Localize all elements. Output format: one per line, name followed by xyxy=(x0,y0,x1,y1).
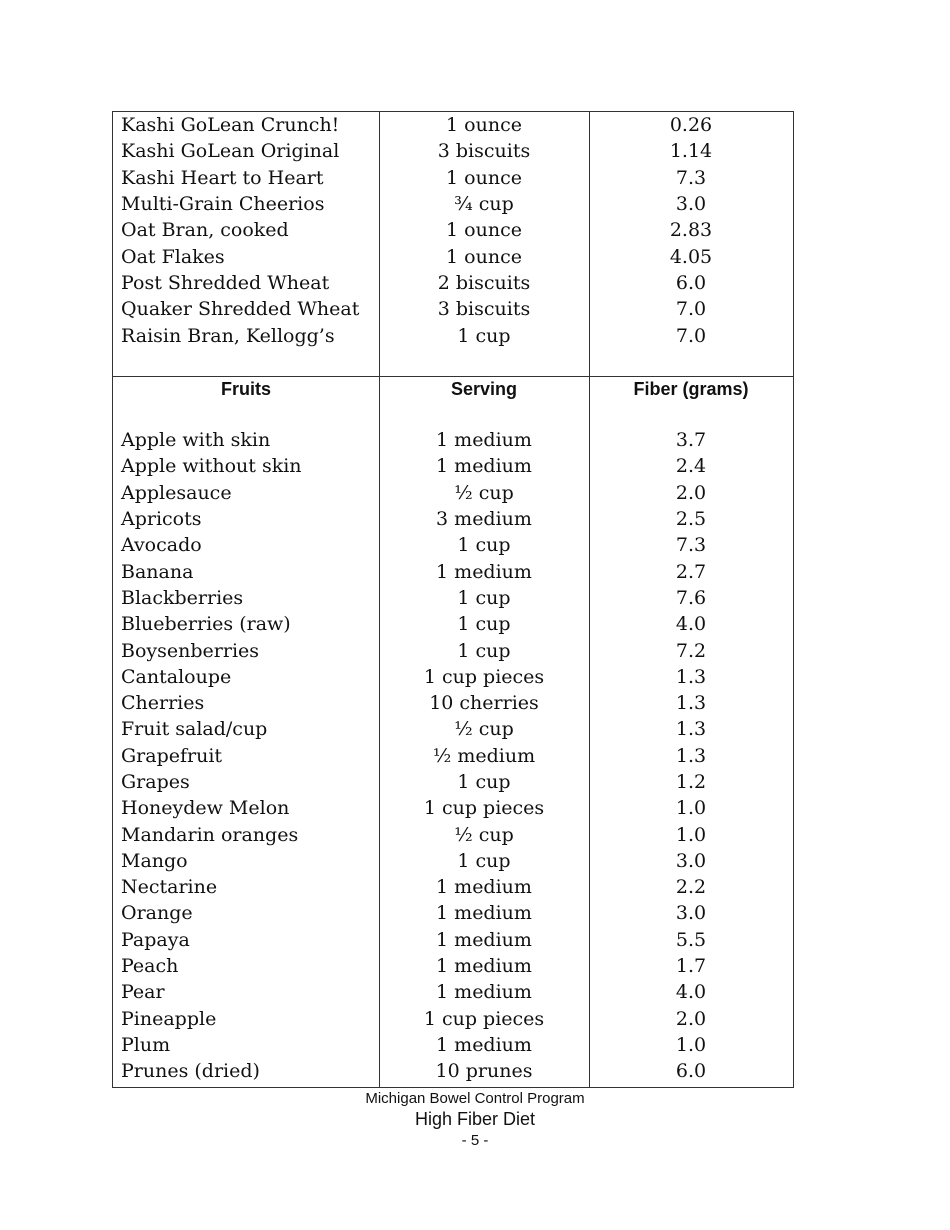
food-cell: Cantaloupe xyxy=(121,665,232,688)
page-number: - 5 - xyxy=(461,1132,489,1149)
food-cell: Raisin Bran, Kellogg’s xyxy=(121,324,335,347)
header-fiber: Fiber (grams) xyxy=(633,378,749,399)
fiber-cell: 7.6 xyxy=(675,586,707,609)
food-cell: Pear xyxy=(121,981,165,1004)
serving-cell: 1 medium xyxy=(436,1033,532,1056)
fiber-cell: 6.0 xyxy=(675,271,707,294)
serving-cell: ½ cup xyxy=(454,481,514,504)
fiber-cell: 3.0 xyxy=(675,849,707,872)
food-cell: Oat Flakes xyxy=(121,245,225,268)
food-cell: Quaker Shredded Wheat xyxy=(121,298,360,321)
table-row xyxy=(113,848,793,874)
food-cell: Pineapple xyxy=(121,1007,217,1030)
table-row xyxy=(113,1032,793,1058)
column-divider xyxy=(589,112,590,376)
serving-cell: 2 biscuits xyxy=(437,271,531,294)
fiber-cell: 1.0 xyxy=(675,823,707,846)
food-cell: Peach xyxy=(121,955,179,978)
fiber-cell: 4.05 xyxy=(669,245,713,268)
serving-cell: 3 biscuits xyxy=(437,298,531,321)
fiber-cell: 4.0 xyxy=(675,613,707,636)
fruits-header-row xyxy=(113,377,793,401)
fiber-cell: 2.5 xyxy=(675,508,707,531)
serving-cell: 1 cup pieces xyxy=(423,665,545,688)
table-row xyxy=(113,1006,793,1032)
table-row xyxy=(113,138,793,164)
fiber-cell: 7.0 xyxy=(675,324,707,347)
serving-cell: 1 medium xyxy=(436,928,532,951)
table-row xyxy=(113,453,793,479)
serving-cell: 3 biscuits xyxy=(437,140,531,163)
table-row xyxy=(113,191,793,217)
table-row xyxy=(113,690,793,716)
food-cell: Apple without skin xyxy=(121,455,302,478)
serving-cell: ¾ cup xyxy=(454,193,514,216)
fiber-cell: 1.3 xyxy=(675,665,707,688)
food-cell: Apricots xyxy=(121,508,202,531)
food-cell: Fruit salad/cup xyxy=(121,718,268,741)
table-row xyxy=(113,532,793,558)
table-row xyxy=(113,217,793,243)
serving-cell: 10 prunes xyxy=(435,1060,533,1083)
table-row xyxy=(113,611,793,637)
serving-cell: 1 medium xyxy=(436,955,532,978)
fruit-rows xyxy=(113,427,793,1084)
serving-cell: 1 cup pieces xyxy=(423,1007,545,1030)
food-cell: Post Shredded Wheat xyxy=(121,271,330,294)
fiber-cell: 3.0 xyxy=(675,902,707,925)
serving-cell: ½ cup xyxy=(454,823,514,846)
table-row xyxy=(113,1058,793,1084)
fiber-cell: 3.7 xyxy=(675,429,707,452)
food-cell: Honeydew Melon xyxy=(121,797,290,820)
table-row xyxy=(113,927,793,953)
serving-cell: 1 medium xyxy=(436,455,532,478)
serving-cell: 1 ounce xyxy=(446,114,522,137)
fiber-cell: 7.2 xyxy=(675,639,707,662)
food-cell: Multi-Grain Cheerios xyxy=(121,193,325,216)
table-row xyxy=(113,427,793,453)
food-cell: Plum xyxy=(121,1033,171,1056)
serving-cell: 1 ounce xyxy=(446,245,522,268)
fruits-section xyxy=(113,377,793,1087)
fiber-cell: 2.7 xyxy=(675,560,707,583)
table-row xyxy=(113,112,793,138)
fiber-cell: 6.0 xyxy=(675,1060,707,1083)
column-divider xyxy=(589,377,590,1087)
table-row xyxy=(113,795,793,821)
serving-cell: 1 ounce xyxy=(446,219,522,242)
serving-cell: 10 cherries xyxy=(429,692,539,715)
serving-cell: 1 ounce xyxy=(446,166,522,189)
fiber-cell: 2.4 xyxy=(675,455,707,478)
table-row xyxy=(113,874,793,900)
fiber-cell: 1.3 xyxy=(675,718,707,741)
serving-cell: 1 medium xyxy=(436,981,532,1004)
header-serving: Serving xyxy=(450,378,518,399)
cereals-section xyxy=(113,112,793,377)
serving-cell: 1 medium xyxy=(436,429,532,452)
serving-cell: 1 cup pieces xyxy=(423,797,545,820)
food-cell: Orange xyxy=(121,902,193,925)
table-row xyxy=(113,716,793,742)
food-cell: Avocado xyxy=(121,534,202,557)
table-row xyxy=(113,506,793,532)
food-cell: Banana xyxy=(121,560,194,583)
footer-title: High Fiber Diet xyxy=(414,1109,536,1129)
fiber-cell: 1.3 xyxy=(675,692,707,715)
food-cell: Cherries xyxy=(121,692,205,715)
table-row xyxy=(113,165,793,191)
food-cell: Grapefruit xyxy=(121,744,223,767)
table-row xyxy=(113,637,793,663)
food-cell: Kashi GoLean Original xyxy=(121,140,340,163)
serving-cell: 1 cup xyxy=(457,586,511,609)
fiber-cell: 7.3 xyxy=(675,534,707,557)
table-row xyxy=(113,296,793,322)
serving-cell: 1 cup xyxy=(457,613,511,636)
food-cell: Mango xyxy=(121,849,188,872)
header-spacer xyxy=(113,401,793,427)
food-cell: Apple with skin xyxy=(121,429,271,452)
table-row xyxy=(113,769,793,795)
fiber-table xyxy=(112,111,794,1088)
table-row xyxy=(113,322,793,348)
serving-cell: ½ cup xyxy=(454,718,514,741)
fiber-cell: 1.0 xyxy=(675,1033,707,1056)
header-food: Fruits xyxy=(220,378,271,399)
fiber-cell: 1.2 xyxy=(675,771,707,793)
column-divider xyxy=(379,112,380,376)
food-cell: Papaya xyxy=(121,928,190,951)
fiber-cell: 0.26 xyxy=(669,114,713,137)
fiber-cell: 1.3 xyxy=(675,744,707,767)
food-cell: Blueberries (raw) xyxy=(121,613,291,636)
fiber-cell: 2.0 xyxy=(675,481,707,504)
fiber-cell: 1.7 xyxy=(675,955,707,978)
table-row xyxy=(113,900,793,926)
serving-cell: 1 medium xyxy=(436,876,532,899)
table-row xyxy=(113,821,793,847)
fiber-cell: 2.0 xyxy=(675,1007,707,1030)
food-cell: Kashi GoLean Crunch! xyxy=(121,114,340,137)
table-row xyxy=(113,480,793,506)
table-row xyxy=(113,270,793,296)
food-cell: Kashi Heart to Heart xyxy=(121,166,324,189)
table-row xyxy=(113,243,793,269)
serving-cell: 1 cup xyxy=(457,534,511,557)
serving-cell: 3 medium xyxy=(436,508,532,531)
serving-cell: 1 medium xyxy=(436,560,532,583)
table-row xyxy=(113,585,793,611)
food-cell: Nectarine xyxy=(121,876,218,899)
serving-cell: 1 cup xyxy=(457,771,511,793)
food-cell: Blackberries xyxy=(121,586,244,609)
table-row xyxy=(113,979,793,1005)
table-row xyxy=(113,664,793,690)
food-cell: Oat Bran, cooked xyxy=(121,219,289,242)
fiber-cell: 5.5 xyxy=(675,928,707,951)
cereal-rows xyxy=(113,112,793,349)
food-cell: Boysenberries xyxy=(121,639,260,662)
fiber-cell: 7.0 xyxy=(675,298,707,321)
serving-cell: ½ medium xyxy=(432,744,536,767)
footer-program: Michigan Bowel Control Program xyxy=(365,1090,585,1107)
fiber-cell: 2.83 xyxy=(669,219,713,242)
table-row xyxy=(113,558,793,584)
food-cell: Applesauce xyxy=(121,481,232,504)
fiber-cell: 3.0 xyxy=(675,193,707,216)
serving-cell: 1 cup xyxy=(457,639,511,662)
table-row xyxy=(113,743,793,769)
serving-cell: 1 cup xyxy=(457,849,511,872)
fiber-cell: 4.0 xyxy=(675,981,707,1004)
food-cell: Mandarin oranges xyxy=(121,823,299,846)
fiber-cell: 2.2 xyxy=(675,876,707,899)
food-cell: Grapes xyxy=(121,771,190,793)
fiber-cell: 1.14 xyxy=(669,140,713,163)
serving-cell: 1 cup xyxy=(457,324,511,347)
table-row xyxy=(113,953,793,979)
fiber-cell: 7.3 xyxy=(675,166,707,189)
fiber-cell: 1.0 xyxy=(675,797,707,820)
food-cell: Prunes (dried) xyxy=(121,1060,260,1083)
serving-cell: 1 medium xyxy=(436,902,532,925)
column-divider xyxy=(379,377,380,1087)
